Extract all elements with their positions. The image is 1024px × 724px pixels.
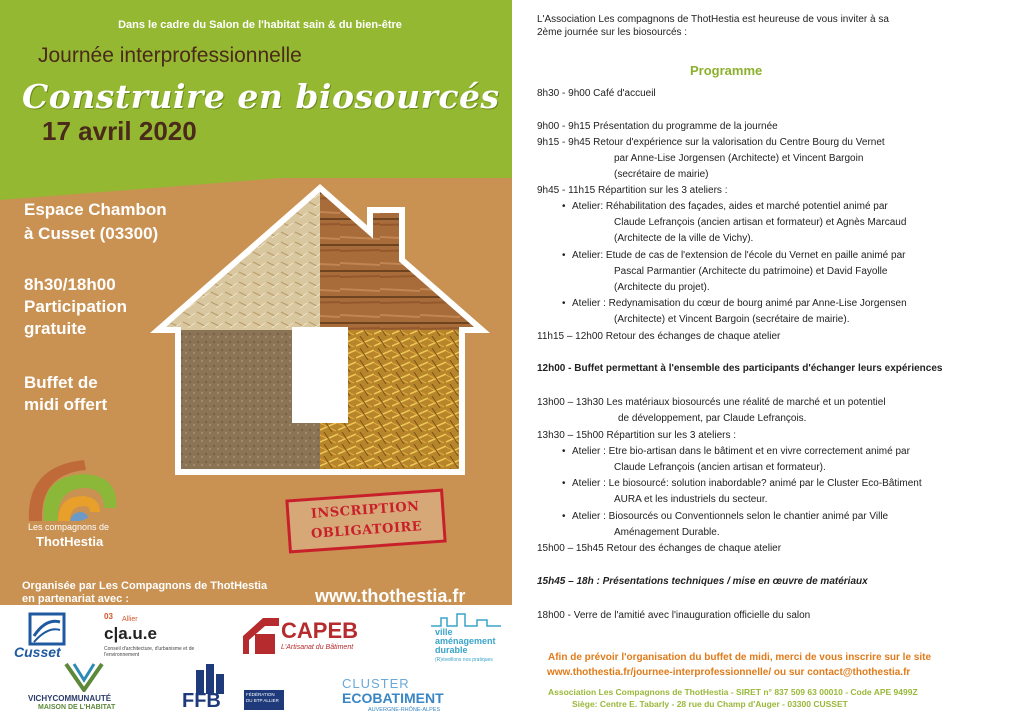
program-line: • Atelier : Redynamisation du cœur de bourg animé par Anne-Lise Jorgensen	[572, 297, 907, 310]
inscription-stamp	[285, 489, 446, 554]
header-tagline: Dans le cadre du Salon de l'habitat sain & du bien-être	[118, 19, 402, 31]
event-subtitle: Journée interprofessionnelle	[38, 44, 302, 67]
program-line: de développement, par Claude Lefrançois.	[618, 413, 807, 424]
cusset-logo	[14, 612, 76, 662]
participation-line-1: Participation	[24, 297, 127, 316]
program-line-bold: 12h00 - Buffet permettant à l'ensemble des participants d'échanger leurs expériences	[537, 363, 943, 374]
stamp-line-1: INSCRIPTION	[310, 499, 421, 522]
buffet-line-2: midi offert	[24, 395, 108, 414]
organised-by-line-1: Organisée par Les Compagnons de ThotHestia	[22, 580, 268, 592]
program-line: Pascal Parmantier (Architecte du patrimoine) et David Fayolle	[614, 266, 888, 277]
skyline-icon	[431, 612, 501, 628]
ville-amenagement-logo	[431, 612, 511, 672]
program-line: • Atelier : Biosourcés ou Conventionnels selon le chantier animé par Ville	[572, 510, 888, 523]
ffb-building-icon	[194, 660, 228, 694]
participation-line-2: gratuite	[24, 319, 87, 338]
vichy-communaute-logo	[28, 662, 138, 722]
vichy-v-icon	[64, 662, 104, 692]
event-date: 17 avril 2020	[42, 116, 197, 146]
program-line: 9h00 - 9h15 Présentation du programme de la journée	[537, 121, 778, 132]
footer-registration-note: Afin de prévoir l'organisation du buffet de midi, merci de vous inscrire sur le site	[548, 652, 932, 663]
capeb-subtitle: L'Artisanat du Bâtiment	[281, 644, 354, 651]
caue-allier: Allier	[122, 616, 138, 623]
venue-line-1: Espace Chambon	[24, 200, 167, 219]
program-line: 9h15 - 9h45 Retour d'expérience sur la valorisation du Centre Bourg du Vernet	[537, 137, 885, 148]
cluster-label-1: CLUSTER	[342, 676, 410, 691]
program-line: Claude Lefrançois (ancien artisan et formateur).	[614, 462, 826, 473]
event-title: Construire en biosourcés	[22, 77, 500, 116]
footer-registration-links[interactable]: www.thothestia.fr/journee-interprofessionnelle/ ou sur contact@thothestia.fr	[547, 667, 911, 678]
logo-caption-1: Les compagnons de	[28, 522, 110, 532]
ffb-label: FFB	[182, 690, 221, 712]
logo-caption-2: ThotHestia	[36, 534, 104, 549]
capeb-roof-icon	[243, 618, 279, 654]
program-line: par Anne-Lise Jorgensen (Architecte) et Vincent Bargoin	[614, 153, 864, 164]
buffet-line-1: Buffet de	[24, 373, 98, 392]
program-line: AURA et les industriels du secteur.	[614, 494, 768, 505]
caue-logo	[104, 612, 214, 662]
program-line: 11h15 – 12h00 Retour des échanges de chaque atelier	[537, 331, 781, 342]
vichy-label: VICHYCOMMUNAUTÉ	[28, 694, 112, 703]
program-line: 15h00 – 15h45 Retour des échanges de chaque atelier	[537, 543, 782, 554]
vichy-subtitle: MAISON DE L'HABITAT	[38, 704, 116, 711]
cluster-ecobatiment-logo	[342, 676, 452, 722]
program-line: 9h45 - 11h15 Répartition sur les 3 ateliers :	[537, 185, 728, 196]
program-line: (Architecte de la ville de Vichy).	[614, 233, 754, 244]
program-line: (Architecte du projet).	[614, 282, 710, 293]
footer-address: Siège: Centre E. Tabarly - 28 rue du Champ d'Auger - 03300 CUSSET	[572, 699, 848, 709]
program-line-bold: 15h45 – 18h : Présentations techniques / mise en œuvre de matériaux	[537, 576, 868, 587]
cluster-label-2: ECOBATIMENT	[342, 690, 444, 706]
cluster-subtitle: AUVERGNE-RHÔNE-ALPES	[368, 707, 441, 713]
website-link[interactable]: www.thothestia.fr	[315, 586, 466, 606]
program-line: Aménagement Durable.	[614, 527, 720, 538]
programme-heading: Programme	[690, 63, 763, 78]
program-line: • Atelier: Réhabilitation des façades, aides et marché potentiel animé par	[572, 200, 888, 213]
program-line: (Architecte) et Vincent Bargoin (secrétaire de mairie).	[614, 314, 850, 325]
intro-line-1: L'Association Les compagnons de ThotHestia est heureuse de vous inviter à sa	[537, 14, 889, 25]
caue-subtitle: Conseil d'architecture, d'urbanisme et de l'environnement	[104, 646, 195, 658]
cusset-emblem-icon	[26, 612, 68, 648]
hours: 8h30/18h00	[24, 275, 116, 294]
ffb-logo	[178, 660, 286, 722]
program-line: (secrétaire de mairie)	[614, 169, 709, 180]
program-line: • Atelier : Le biosourcé: solution inabordable? animé par le Cluster Eco-Bâtiment	[572, 477, 922, 490]
venue-line-2: à Cusset (03300)	[24, 224, 159, 243]
intro-line-2: 2ème journée sur les biosourcés :	[537, 27, 688, 38]
program-line: 8h30 - 9h00 Café d'accueil	[537, 88, 656, 99]
ville-label-2: aménagement	[435, 636, 496, 646]
caue-label: c|a.u.e	[104, 624, 157, 643]
program-line: • Atelier : Etre bio-artisan dans le bâtiment et en vivre correctement animé par	[572, 445, 910, 458]
program-line: • Atelier: Etude de cas de l'extension de l'école du Vernet en paille animé par	[572, 249, 905, 262]
stamp-line-2: OBLIGATOIRE	[310, 519, 423, 542]
house-materials-illustration	[140, 180, 500, 480]
capeb-logo	[243, 614, 373, 660]
capeb-label: CAPEB	[281, 618, 359, 643]
program-line: 13h00 – 13h30 Les matériaux biosourcés une réalité de marché et un potentiel	[537, 397, 886, 408]
ville-subtitle: (R)éveillons nos pratiques	[435, 657, 493, 663]
footer-association-info: Association Les Compagnons de ThotHestia - SIRET n° 837 509 63 00010 - Code APE 9499Z	[548, 687, 918, 697]
organised-by-line-2: en partenariat avec :	[22, 593, 129, 605]
program-line: Claude Lefrançois (ancien artisan et formateur) et Agnès Marcaud	[614, 217, 907, 228]
program-line: 18h00 - Verre de l'amitié avec l'inauguration officielle du salon	[537, 610, 811, 621]
cusset-label: Cusset	[14, 644, 61, 660]
ffb-subtitle: FÉDÉRATION DU BTP ALLIER	[244, 690, 284, 710]
ville-label-1: ville	[435, 627, 453, 637]
caue-number: 03	[104, 612, 113, 621]
program-line: 13h30 – 15h00 Répartition sur les 3 ateliers :	[537, 430, 737, 441]
ville-label-3: durable	[435, 645, 468, 655]
